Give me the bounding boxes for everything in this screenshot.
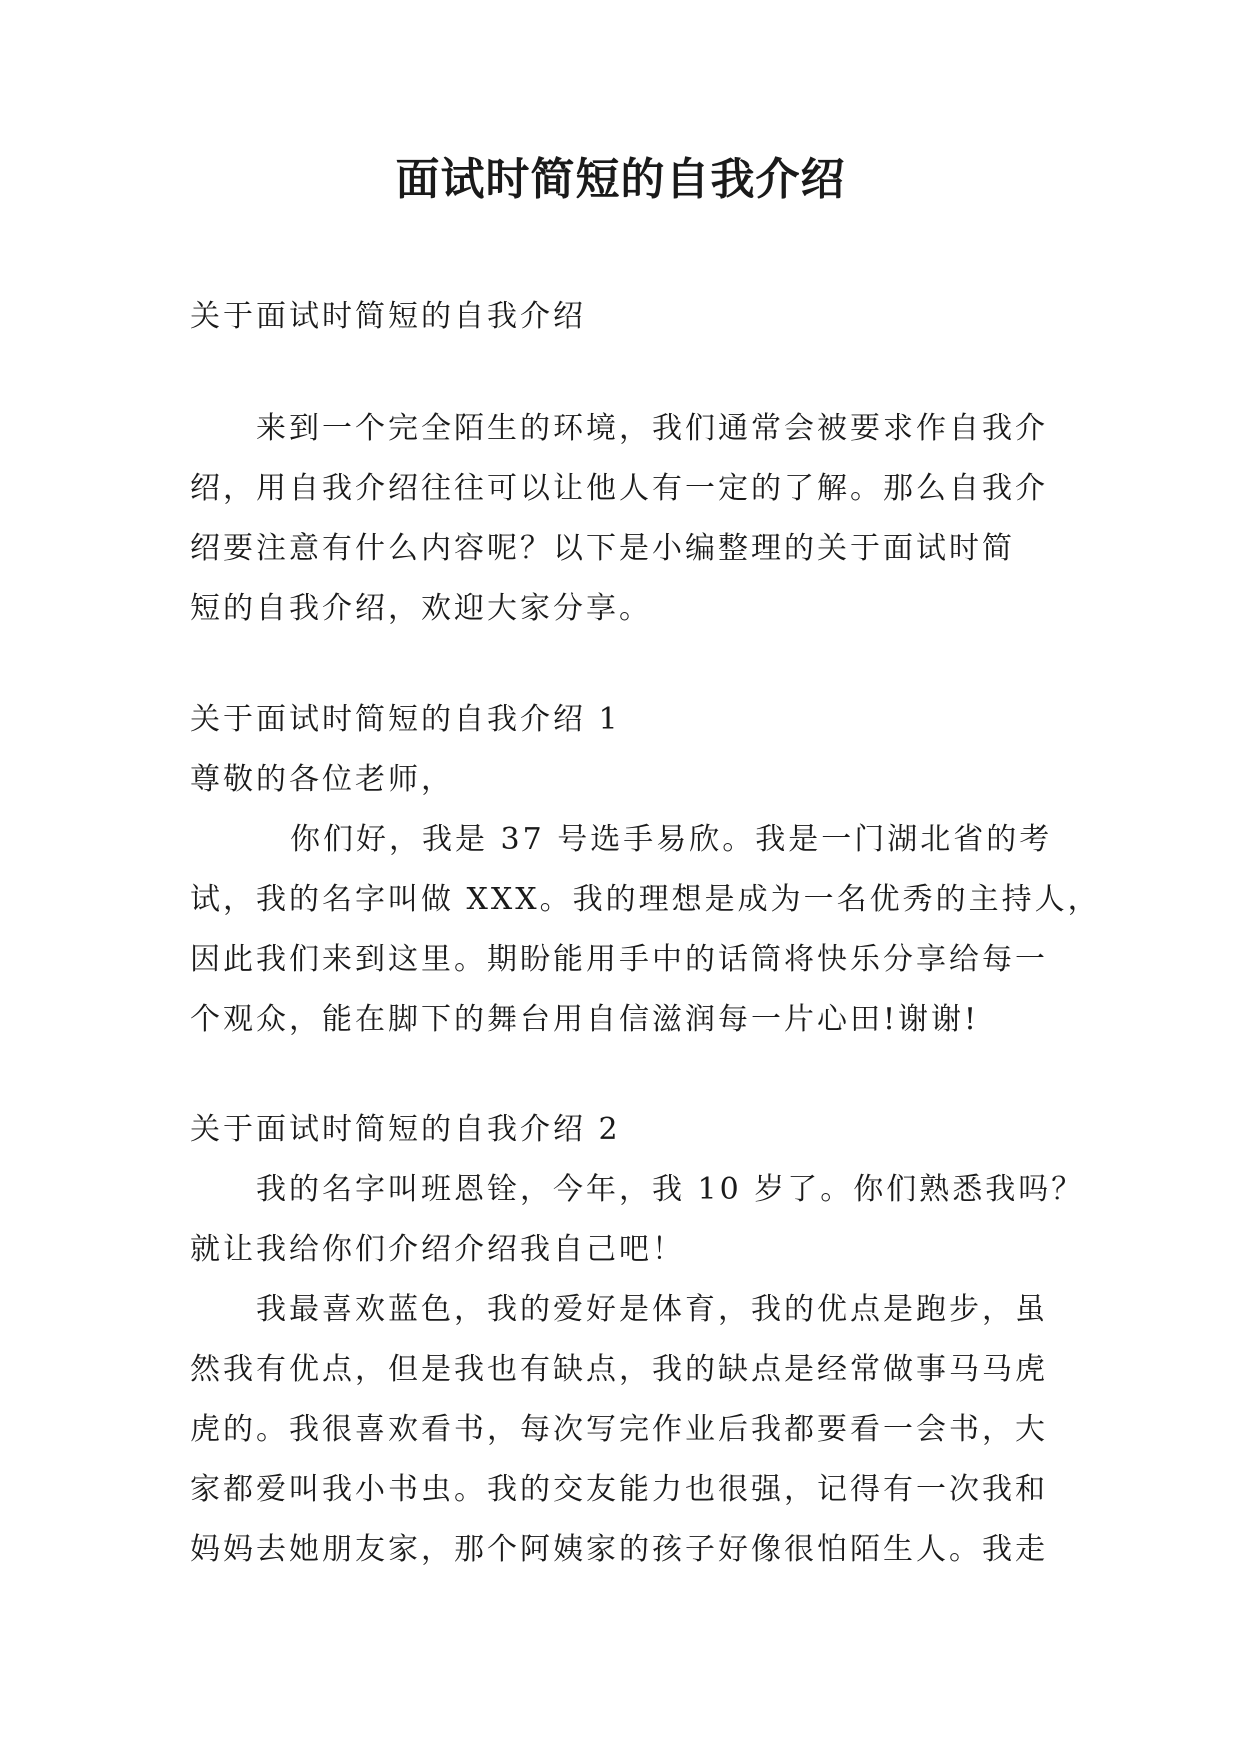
document-title: 面试时简短的自我介绍: [395, 154, 846, 205]
paragraph-line: 因此我们来到这里。期盼能用手中的话筒将快乐分享给每一: [190, 942, 1048, 977]
salutation: 尊敬的各位老师，: [190, 762, 454, 797]
section-heading-1: 关于面试时简短的自我介绍 1: [190, 702, 621, 737]
paragraph-line: 虎的。我很喜欢看书，每次写完作业后我都要看一会书，大: [190, 1412, 1048, 1447]
paragraph-line: 我最喜欢蓝色，我的爱好是体育，我的优点是跑步，虽: [256, 1292, 1048, 1327]
paragraph-line: 个观众，能在脚下的舞台用自信滋润每一片心田!谢谢!: [190, 1002, 980, 1037]
paragraph-line: 家都爱叫我小书虫。我的交友能力也很强，记得有一次我和: [190, 1472, 1048, 1507]
paragraph-line: 妈妈去她朋友家，那个阿姨家的孩子好像很怕陌生人。我走: [190, 1532, 1048, 1567]
paragraph-line: 然我有优点，但是我也有缺点，我的缺点是经常做事马马虎: [190, 1352, 1048, 1387]
paragraph-line: 试，我的名字叫做 XXX。我的理想是成为一名优秀的主持人，: [190, 882, 1101, 917]
paragraph-line: 就让我给你们介绍介绍我自己吧！: [190, 1232, 685, 1267]
paragraph-line: 绍要注意有什么内容呢？以下是小编整理的关于面试时简: [190, 531, 1015, 566]
paragraph-line: 短的自我介绍，欢迎大家分享。: [190, 591, 652, 626]
section-heading-2: 关于面试时简短的自我介绍 2: [190, 1112, 621, 1147]
paragraph-line: 来到一个完全陌生的环境，我们通常会被要求作自我介: [256, 411, 1048, 446]
paragraph-line: 你们好，我是 37 号选手易欣。我是一门湖北省的考: [290, 822, 1053, 857]
paragraph-line: 绍，用自我介绍往往可以让他人有一定的了解。那么自我介: [190, 471, 1048, 506]
intro-heading: 关于面试时简短的自我介绍: [190, 299, 586, 334]
paragraph-line: 我的名字叫班恩铨，今年，我 10 岁了。你们熟悉我吗？: [256, 1172, 1085, 1207]
